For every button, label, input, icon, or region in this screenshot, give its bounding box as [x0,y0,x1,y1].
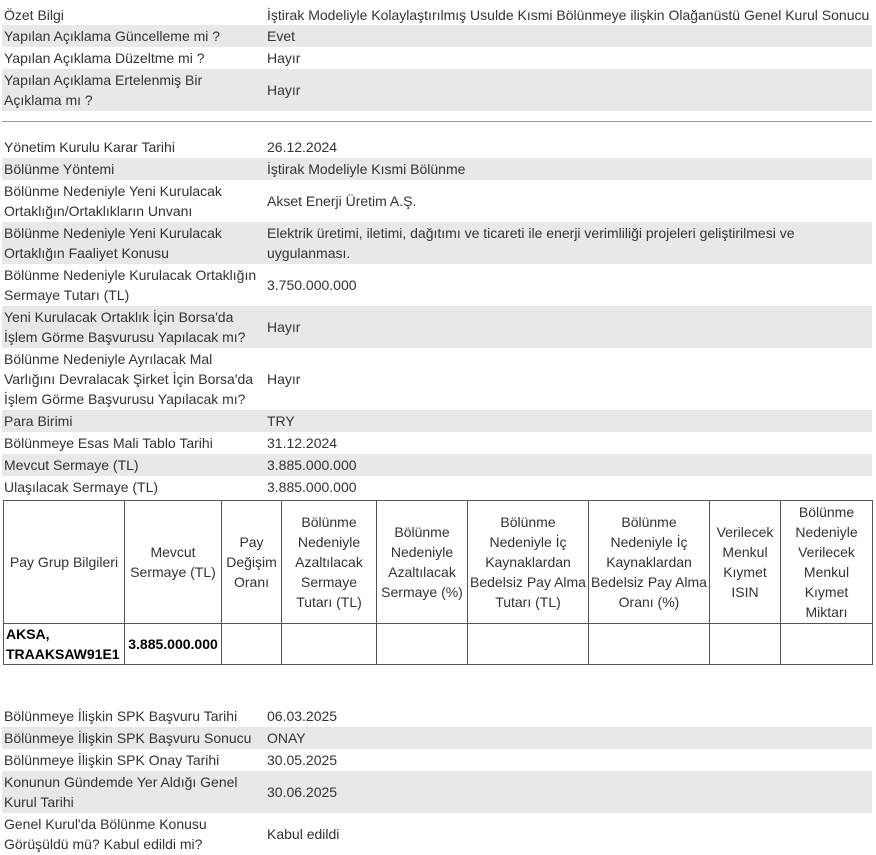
general-assembly-result-row [2,813,872,855]
currency-value: TRY [262,410,872,432]
header-bonus-ratio: Bölünme Nedeniyle İç Kaynaklardan Bedelsiz Pay Alma Oranı (%) [589,501,710,624]
spk-table [2,705,872,855]
table-row [4,624,873,665]
header-isin: Verilecek Menkul Kıymet ISIN [710,501,781,624]
spk-result-value: ONAY [262,727,872,749]
spk-application-date-label: Bölünmeye İlişkin SPK Başvuru Tarihi [4,708,238,724]
board-date-row [2,136,872,158]
spk-application-date-row [2,705,872,727]
spk-application-date-value: 06.03.2025 [267,708,338,724]
new-company-title-value: Akset Enerji Üretim A.Ş. [267,193,417,209]
method-label: Bölünme Yöntemi [2,158,262,180]
header-current-capital: Mevcut Sermaye (TL) [125,501,222,624]
header-bonus-amount: Bölünme Nedeniyle İç Kaynaklardan Bedelsiz Pay Alma Tutarı (TL) [468,501,589,624]
cell-isin [710,624,781,665]
currency-label: Para Birimi [2,410,262,432]
spk-approval-date-row [2,749,872,771]
new-company-title-row [2,180,872,222]
cell-current-capital: 3.885.000.000 [125,624,222,665]
activity-row [2,222,872,264]
new-company-title-label: Bölünme Nedeniyle Yeni Kurulacak Ortaklığın/Ortaklıkların Unvanı [4,183,222,219]
financial-date-value: 31.12.2024 [267,435,338,451]
header-group: Pay Grup Bilgileri [4,501,125,624]
method-row [2,158,872,180]
share-table-header [4,501,873,624]
activity-value: Elektrik üretimi, iletimi, dağıtımı ve ticareti ile enerji verimliliği projeleri geliştirilmesi ve uygulanması. [262,222,872,264]
spk-approval-date-label: Bölünmeye İlişkin SPK Onay Tarihi [4,752,220,768]
cell-group: AKSA, TRAAKSAW91E1 [4,624,125,665]
header-reduced-amount: Bölünme Nedeniyle Azaltılacak Sermaye Tutarı (TL) [282,501,377,624]
current-capital-value: 3.885.000.000 [262,454,872,476]
listing-label: Yeni Kurulacak Ortaklık İçin Borsa'da İşlem Görme Başvurusu Yapılacak mı? [2,306,262,348]
summary-row [2,4,872,25]
board-date-value: 26.12.2024 [267,139,338,155]
update-value: Evet [262,25,872,47]
acquirer-listing-row [2,348,872,410]
target-capital-value: 3.885.000.000 [267,479,357,495]
correction-value: Hayır [267,50,301,66]
acquirer-listing-value: Hayır [267,371,301,387]
listing-value: Hayır [262,306,872,348]
cell-reduced-amount [282,624,377,665]
header-reduced-percent: Bölünme Nedeniyle Azaltılacak Sermaye (%) [377,501,468,624]
deferred-row [2,69,872,111]
general-assembly-date-row [2,771,872,813]
new-capital-value: 3.750.000.000 [267,277,357,293]
update-row [2,25,872,47]
section-divider [2,121,872,122]
current-capital-row [2,454,872,476]
general-assembly-result-value: Kabul edildi [267,826,340,842]
activity-label: Bölünme Nedeniyle Yeni Kurulacak Ortaklığın Faaliyet Konusu [2,222,262,264]
deferred-value: Hayır [262,69,872,111]
correction-label: Yapılan Açıklama Düzeltme mi ? [4,50,205,66]
summary-value: İştirak Modeliyle Kolaylaştırılmış Usulde Kısmi Bölünmeye ilişkin Olağanüstü Genel Kurul Sonucu [267,6,870,23]
new-capital-row [2,264,872,306]
spk-approval-date-value: 30.05.2025 [267,752,338,768]
new-capital-label: Bölünme Nedeniyle Kurulacak Ortaklığın Sermaye Tutarı (TL) [4,267,257,303]
spk-result-label: Bölünmeye İlişkin SPK Başvuru Sonucu [2,727,262,749]
general-assembly-date-label: Konunun Gündemde Yer Aldığı Genel Kurul Tarihi [2,771,262,813]
header-exchange-ratio: Pay Değişim Oranı [222,501,282,624]
current-capital-label: Mevcut Sermaye (TL) [2,454,262,476]
financial-date-label: Bölünmeye Esas Mali Tablo Tarihi [4,435,213,451]
cell-exchange-ratio [222,624,282,665]
general-assembly-result-label: Genel Kurul'da Bölünme Konusu Görüşüldü mü? Kabul edildi mi? [4,816,207,852]
listing-row [2,306,872,348]
correction-row [2,47,872,69]
financial-date-row [2,432,872,454]
currency-row [2,410,872,432]
cell-quantity [781,624,873,665]
target-capital-label: Ulaşılacak Sermaye (TL) [4,479,159,495]
target-capital-row [2,476,872,498]
cell-reduced-percent [377,624,468,665]
spk-result-row [2,727,872,749]
board-date-label: Yönetim Kurulu Karar Tarihi [4,139,175,155]
details-table [2,136,872,498]
method-value: İştirak Modeliyle Kısmi Bölünme [262,158,872,180]
header-quantity: Bölünme Nedeniyle Verilecek Menkul Kıymet Miktarı [781,501,873,624]
acquirer-listing-label: Bölünme Nedeniyle Ayrılacak Mal Varlığını Devralacak Şirket İçin Borsa'da İşlem Görme Başvurusu Yapılacak mı? [4,351,254,407]
share-group-table [3,500,873,665]
cell-bonus-ratio [589,624,710,665]
general-assembly-date-value: 30.06.2025 [262,771,872,813]
summary-label: Özet Bilgi [4,6,64,23]
deferred-label: Yapılan Açıklama Ertelenmiş Bir Açıklama mı ? [2,69,262,111]
update-label: Yapılan Açıklama Güncelleme mi ? [2,25,262,47]
cell-bonus-amount [468,624,589,665]
summary-table [2,4,872,111]
